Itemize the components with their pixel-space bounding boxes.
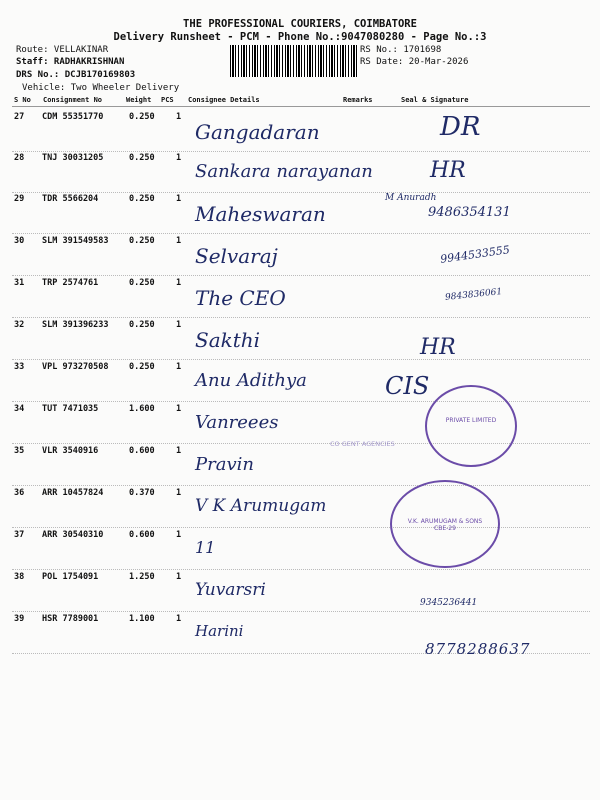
row-consignment-no: TRP 2574761 [42,278,99,288]
signature-27: DR [440,112,481,142]
row-divider [12,611,590,612]
rs-date: RS Date: 20-Mar-2026 [360,57,469,67]
row-pcs: 1 [176,362,182,372]
row-consignment-no: ARR 10457824 [42,488,104,498]
signature-29-name: M Anuradh [385,193,437,203]
signature-28: HR [430,158,466,183]
row-consignee: Harini [195,622,244,640]
row-sno: 30 [14,236,25,246]
row-weight: 0.250 [129,194,155,204]
row-sno: 31 [14,278,25,288]
rs-number: RS No.: 1701698 [360,45,442,55]
row-sno: 35 [14,446,25,456]
row-divider [12,317,590,318]
row-sno: 29 [14,194,25,204]
col-pcs: PCS [161,96,174,104]
row-consignee: Yuvarsri [195,580,266,600]
row-weight: 0.250 [129,236,155,246]
row-consignee: Vanreees [195,412,279,433]
row-consignee: Gangadaran [195,120,320,144]
row-divider [12,485,590,486]
row-pcs: 1 [176,320,182,330]
row-consignee: V K Arumugam [195,496,327,516]
row-sno: 27 [14,112,25,122]
signature-29-phone: 9486354131 [428,205,511,220]
faint-agency-stamp: CO GENT AGENCIES [330,440,395,448]
runsheet-subtitle: Delivery Runsheet - PCM - Phone No.:9047080280 - Page No.:3 [113,31,487,43]
row-consignment-no: POL 1754091 [42,572,99,582]
row-divider [12,275,590,276]
signature-30: 9944533555 [439,243,511,266]
drs-number: DRS No.: DCJB170169803 [16,70,136,80]
row-consignment-no: ARR 30540310 [42,530,104,540]
row-consignee: The CEO [195,286,286,310]
row-consignment-no: TUT 7471035 [42,404,99,414]
row-consignee: 11 [195,538,216,557]
vk-arumugam-seal-stamp: V.K. ARUMUGAM & SONS CBE-29 [390,480,500,568]
col-remarks: Remarks [343,96,373,104]
row-consignment-no: HSR 7789001 [42,614,99,624]
row-consignment-no: SLM 391396233 [42,320,109,330]
row-consignment-no: SLM 391549583 [42,236,109,246]
row-pcs: 1 [176,446,182,456]
row-sno: 36 [14,488,25,498]
row-divider [12,233,590,234]
row-sno: 38 [14,572,25,582]
row-consignment-no: VPL 973270508 [42,362,109,372]
row-consignment-no: TNJ 30031205 [42,153,104,163]
row-divider [12,192,590,193]
signature-38: 9345236441 [420,598,478,608]
row-sno: 28 [14,153,25,163]
row-pcs: 1 [176,194,182,204]
col-sno: S No [14,96,31,104]
row-weight: 1.250 [129,572,155,582]
row-weight: 1.600 [129,404,155,414]
row-consignee: Anu Adithya [195,370,307,391]
row-consignment-no: CDM 55351770 [42,112,104,122]
row-pcs: 1 [176,614,182,624]
row-pcs: 1 [176,112,182,122]
row-weight: 0.250 [129,362,155,372]
row-sno: 37 [14,530,25,540]
barcode [230,45,358,77]
row-weight: 0.250 [129,112,155,122]
col-consignment: Consignment No [43,96,103,104]
row-pcs: 1 [176,404,182,414]
row-weight: 0.250 [129,320,155,330]
company-seal-stamp: PRIVATE LIMITED [425,385,517,467]
col-weight: Weight [126,96,152,104]
row-divider [12,359,590,360]
vehicle: Vehicle: Two Wheeler Delivery [22,83,180,93]
signature-39-phone: 8778288637 [425,640,531,658]
signature-31: 9843836061 [444,287,503,303]
route: Route: VELLAKINAR [16,45,109,55]
row-consignee: Sankara narayanan [195,161,373,182]
company-title: THE PROFESSIONAL COURIERS, COIMBATORE [183,18,417,30]
row-divider [12,151,590,152]
row-weight: 0.600 [129,446,155,456]
row-pcs: 1 [176,488,182,498]
row-consignment-no: VLR 3540916 [42,446,99,456]
row-weight: 1.100 [129,614,155,624]
row-consignee: Sakthi [195,328,261,352]
row-sno: 33 [14,362,25,372]
row-consignee: Pravin [195,454,254,475]
row-sno: 34 [14,404,25,414]
row-weight: 0.600 [129,530,155,540]
row-pcs: 1 [176,572,182,582]
staff: Staff: RADHAKRISHNAN [16,57,125,67]
row-consignee: Selvaraj [195,244,278,268]
header-rule [12,106,590,107]
row-pcs: 1 [176,530,182,540]
row-pcs: 1 [176,236,182,246]
row-consignment-no: TDR 5566204 [42,194,99,204]
row-pcs: 1 [176,278,182,288]
col-consignee: Consignee Details [188,96,260,104]
signature-33: CIS [385,372,430,400]
row-divider [12,569,590,570]
row-weight: 0.250 [129,278,155,288]
signature-32: HR [420,335,456,360]
col-seal: Seal & Signature [401,96,469,104]
row-sno: 39 [14,614,25,624]
row-divider [12,527,590,528]
row-consignee: Maheswaran [195,202,326,226]
row-weight: 0.250 [129,153,155,163]
row-sno: 32 [14,320,25,330]
row-weight: 0.370 [129,488,155,498]
row-pcs: 1 [176,153,182,163]
